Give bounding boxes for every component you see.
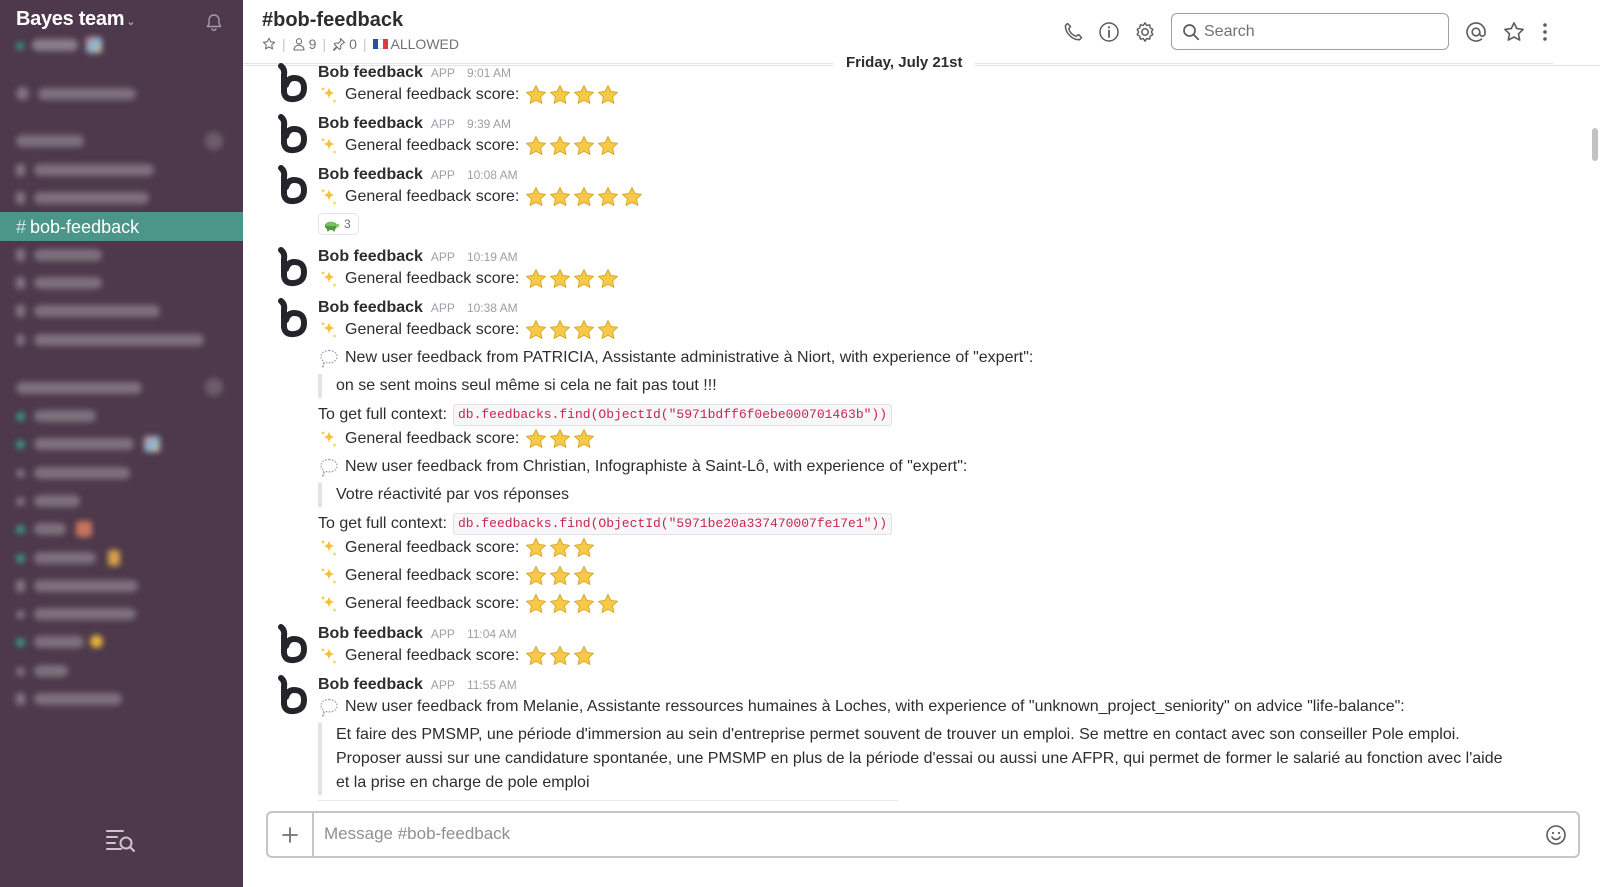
sidebar-dm[interactable] [16,465,226,481]
score-line [318,564,596,588]
score-label: General feedback score: [345,270,520,287]
star-emoji-icon [548,592,572,616]
thought-bubble-icon [318,456,340,478]
star-outline-icon[interactable] [262,37,276,51]
sidebar-dm[interactable] [16,663,226,679]
star-rating [524,427,596,451]
member-count[interactable] [292,36,317,52]
channel-title: #bob-feedback [262,9,404,31]
message-timestamp[interactable]: 11:55 AM [466,678,517,692]
bob-avatar[interactable] [274,247,310,287]
message-header [318,166,518,186]
quote-line: Proposer aussi sur une candidature spontanée, une PMSMP en plus de la période d'essai ou aussi une AFPR, qui permet de former le salarié au fonction avec l'aide [336,750,1503,767]
feedback-quote: on se sent moins seul même si cela ne fait pas tout !!! [318,374,717,398]
score-line [318,83,620,107]
sidebar-dm[interactable] [16,634,226,650]
star-rating [524,83,620,107]
pin-icon [332,37,346,51]
star-emoji-icon [548,267,572,291]
thought-bubble-icon [318,347,340,369]
score-label: General feedback score: [345,647,520,664]
star-emoji-icon [596,267,620,291]
star-emoji-icon [572,644,596,668]
sidebar-dm[interactable] [16,691,226,707]
star-emoji-icon [524,185,548,209]
star-emoji-icon [596,318,620,342]
meta-separator: | [362,36,367,52]
sparkles-icon [318,593,340,615]
current-user-status[interactable] [16,37,116,53]
bob-avatar[interactable] [274,624,310,664]
star-emoji-icon [572,427,596,451]
sender-name[interactable]: Bob feedback [318,115,423,132]
turtle-emoji-icon [323,216,340,233]
star-emoji-icon [548,318,572,342]
score-label: General feedback score: [345,321,520,338]
bob-avatar[interactable] [274,165,310,205]
message-header [318,676,517,696]
star-emoji-icon [620,185,644,209]
score-label: General feedback score: [345,430,520,447]
sidebar-dm-header[interactable] [16,380,226,396]
score-line [318,267,620,291]
sender-name[interactable]: Bob feedback [318,625,423,642]
context-line [318,512,892,536]
sidebar-item-bob-feedback[interactable] [0,212,243,241]
star-emoji-icon [572,134,596,158]
star-rating [524,644,596,668]
app-badge: APP [430,66,455,80]
sidebar-dm[interactable] [16,493,226,509]
add-channel-icon[interactable] [205,132,223,150]
feedback-intro-text: New user feedback from Melanie, Assistante ressources humaines à Loches, with experience of "unknown_project_seniority" on advice "life-balance": [345,698,1405,715]
sidebar-dm[interactable] [16,408,226,424]
channel-meta [262,36,459,52]
channel-topic[interactable] [373,36,459,52]
sparkles-icon [318,428,340,450]
star-icon[interactable] [1502,20,1526,44]
sidebar-dm[interactable] [16,578,226,594]
member-count-value: 9 [308,36,317,52]
feedback-quote [318,723,1503,795]
bob-avatar[interactable] [274,63,310,103]
phone-icon[interactable] [1061,20,1085,44]
sparkles-icon [318,319,340,341]
sparkles-icon [318,565,340,587]
pinned-count-value: 0 [349,36,357,52]
message-timestamp[interactable]: 10:08 AM [466,168,518,182]
sidebar-channel[interactable] [16,303,226,319]
score-label: General feedback score: [345,567,520,584]
sidebar [0,0,243,887]
message-header [318,248,518,268]
star-emoji-icon [524,644,548,668]
message-header [318,625,517,645]
more-icon[interactable] [1535,20,1555,44]
score-label: General feedback score: [345,137,520,154]
sender-name[interactable]: Bob feedback [318,248,423,265]
star-emoji-icon [572,564,596,588]
star-emoji-icon [524,267,548,291]
search-icon [1182,23,1200,41]
star-rating [524,134,620,158]
sidebar-all-threads[interactable] [16,86,226,102]
star-emoji-icon [548,644,572,668]
sidebar-channel[interactable] [16,247,226,263]
sparkles-icon [318,186,340,208]
score-line [318,644,596,668]
france-flag-icon [373,39,388,49]
star-emoji-icon [596,134,620,158]
meta-separator: | [322,36,327,52]
star-emoji-icon [548,536,572,560]
star-rating [524,592,620,616]
pinned-count[interactable] [332,36,357,52]
quote-line: Et faire des PMSMP, une période d'immersion au sein d'entreprise permet souvent de trouver un emploi. Se mettre en contact avec son conseiller Pole emploi. [336,726,1460,743]
plus-icon [281,826,299,844]
star-emoji-icon [548,427,572,451]
star-emoji-icon [548,134,572,158]
message-input[interactable] [324,821,1504,847]
app-badge: APP [430,678,455,692]
feedback-intro-text: New user feedback from Christian, Infographiste à Saint-Lô, with experience of "expert": [345,458,968,475]
bob-avatar[interactable] [274,298,310,338]
add-dm-icon[interactable] [205,378,223,396]
star-emoji-icon [572,185,596,209]
sparkles-icon [318,537,340,559]
sparkles-icon [318,268,340,290]
star-emoji-icon [572,318,596,342]
sidebar-channel[interactable] [16,190,226,206]
message-header [318,64,511,84]
score-line [318,536,596,560]
app-badge: APP [430,117,455,131]
star-rating [524,564,596,588]
sidebar-dm[interactable] [16,606,226,622]
star-emoji-icon [524,564,548,588]
sidebar-channel[interactable] [16,332,226,348]
star-emoji-icon [548,564,572,588]
reaction-count: 3 [344,217,351,231]
context-code[interactable]: db.feedbacks.find(ObjectId("5971be20a337470007fe17e1")) [453,513,892,535]
bob-avatar[interactable] [274,675,310,715]
channel-topic-text: ALLOWED [390,36,459,52]
sidebar-channel[interactable] [16,275,226,291]
sparkles-icon [318,84,340,106]
message-header [318,115,511,135]
star-emoji-icon [572,536,596,560]
star-rating [524,267,620,291]
thought-bubble-icon [318,696,340,718]
context-code[interactable]: db.feedbacks.find(ObjectId("5971bdff6f0ebe000701463b")) [453,404,892,426]
sidebar-dm[interactable] [16,521,226,537]
team-name[interactable] [16,8,135,31]
sender-name[interactable]: Bob feedback [318,676,423,693]
team-menu-caret: ⌄ [126,16,136,28]
feedback-quote: Votre réactivité par vos réponses [318,483,569,507]
bob-avatar[interactable] [274,114,310,154]
feedback-intro-line [318,695,1405,719]
feedback-intro-text: New user feedback from PATRICIA, Assistante administrative à Niort, with experience of "expert": [345,349,1034,366]
score-line [318,427,596,451]
cut-off-line [318,800,898,810]
sender-name[interactable]: Bob feedback [318,64,423,81]
date-divider-label: Friday, July 21st [833,54,975,71]
star-emoji-icon [524,536,548,560]
reaction-pill[interactable] [318,213,359,235]
emoji-icon[interactable] [1544,823,1568,847]
sparkles-icon [318,135,340,157]
score-line [318,318,620,342]
mention-icon[interactable] [1464,20,1488,44]
app-badge: APP [430,250,455,264]
star-emoji-icon [596,185,620,209]
message-timestamp[interactable]: 10:19 AM [466,250,518,264]
star-emoji-icon [548,83,572,107]
score-label: General feedback score: [345,188,520,205]
message-composer [266,811,1580,858]
star-rating [524,536,596,560]
app-badge: APP [430,301,455,315]
star-emoji-icon [572,267,596,291]
info-icon[interactable] [1097,20,1121,44]
message-timestamp[interactable]: 10:38 AM [466,301,518,315]
message-timestamp[interactable]: 9:01 AM [466,66,511,80]
sidebar-channels-header[interactable] [16,133,226,149]
scrollbar-thumb[interactable] [1592,128,1598,161]
search-box[interactable] [1171,13,1449,50]
message-list[interactable] [243,54,1600,806]
member-icon [292,37,306,51]
sidebar-item-label: bob-feedback [30,217,140,237]
sender-name[interactable]: Bob feedback [318,299,423,316]
jump-to-icon[interactable] [105,826,135,852]
meta-separator: | [282,36,286,52]
score-label: General feedback score: [345,539,520,556]
quote-line: et la prise en charge de pole emploi [336,774,590,791]
search-input[interactable] [1204,20,1434,44]
star-emoji-icon [524,83,548,107]
sidebar-dm[interactable] [16,436,226,452]
star-emoji-icon [524,427,548,451]
message-timestamp[interactable]: 11:04 AM [466,627,517,641]
score-label: General feedback score: [345,86,520,103]
message-timestamp[interactable]: 9:39 AM [466,117,511,131]
context-label: To get full context: [318,406,447,423]
context-line [318,403,892,427]
feedback-intro-line [318,346,1033,370]
sparkles-icon [318,645,340,667]
star-emoji-icon [548,185,572,209]
score-label: General feedback score: [345,595,520,612]
sidebar-dm[interactable] [16,550,226,566]
app-badge: APP [430,627,455,641]
sidebar-channel[interactable] [16,162,226,178]
app-badge: APP [430,168,455,182]
sender-name[interactable]: Bob feedback [318,166,423,183]
star-emoji-icon [596,83,620,107]
star-emoji-icon [524,318,548,342]
channel-hash-icon: # [16,217,27,237]
bell-icon[interactable] [204,12,224,32]
star-rating [524,318,620,342]
star-rating [524,185,644,209]
star-emoji-icon [572,83,596,107]
star-emoji-icon [572,592,596,616]
context-label: To get full context: [318,515,447,532]
star-emoji-icon [596,592,620,616]
star-emoji-icon [524,134,548,158]
gear-icon[interactable] [1133,20,1157,44]
score-line [318,185,644,209]
score-line [318,134,620,158]
team-name-label: Bayes team [16,8,125,30]
message-header [318,299,518,319]
star-emoji-icon [524,592,548,616]
attach-plus-button[interactable] [268,813,314,856]
feedback-intro-line [318,455,967,479]
score-line [318,592,620,616]
